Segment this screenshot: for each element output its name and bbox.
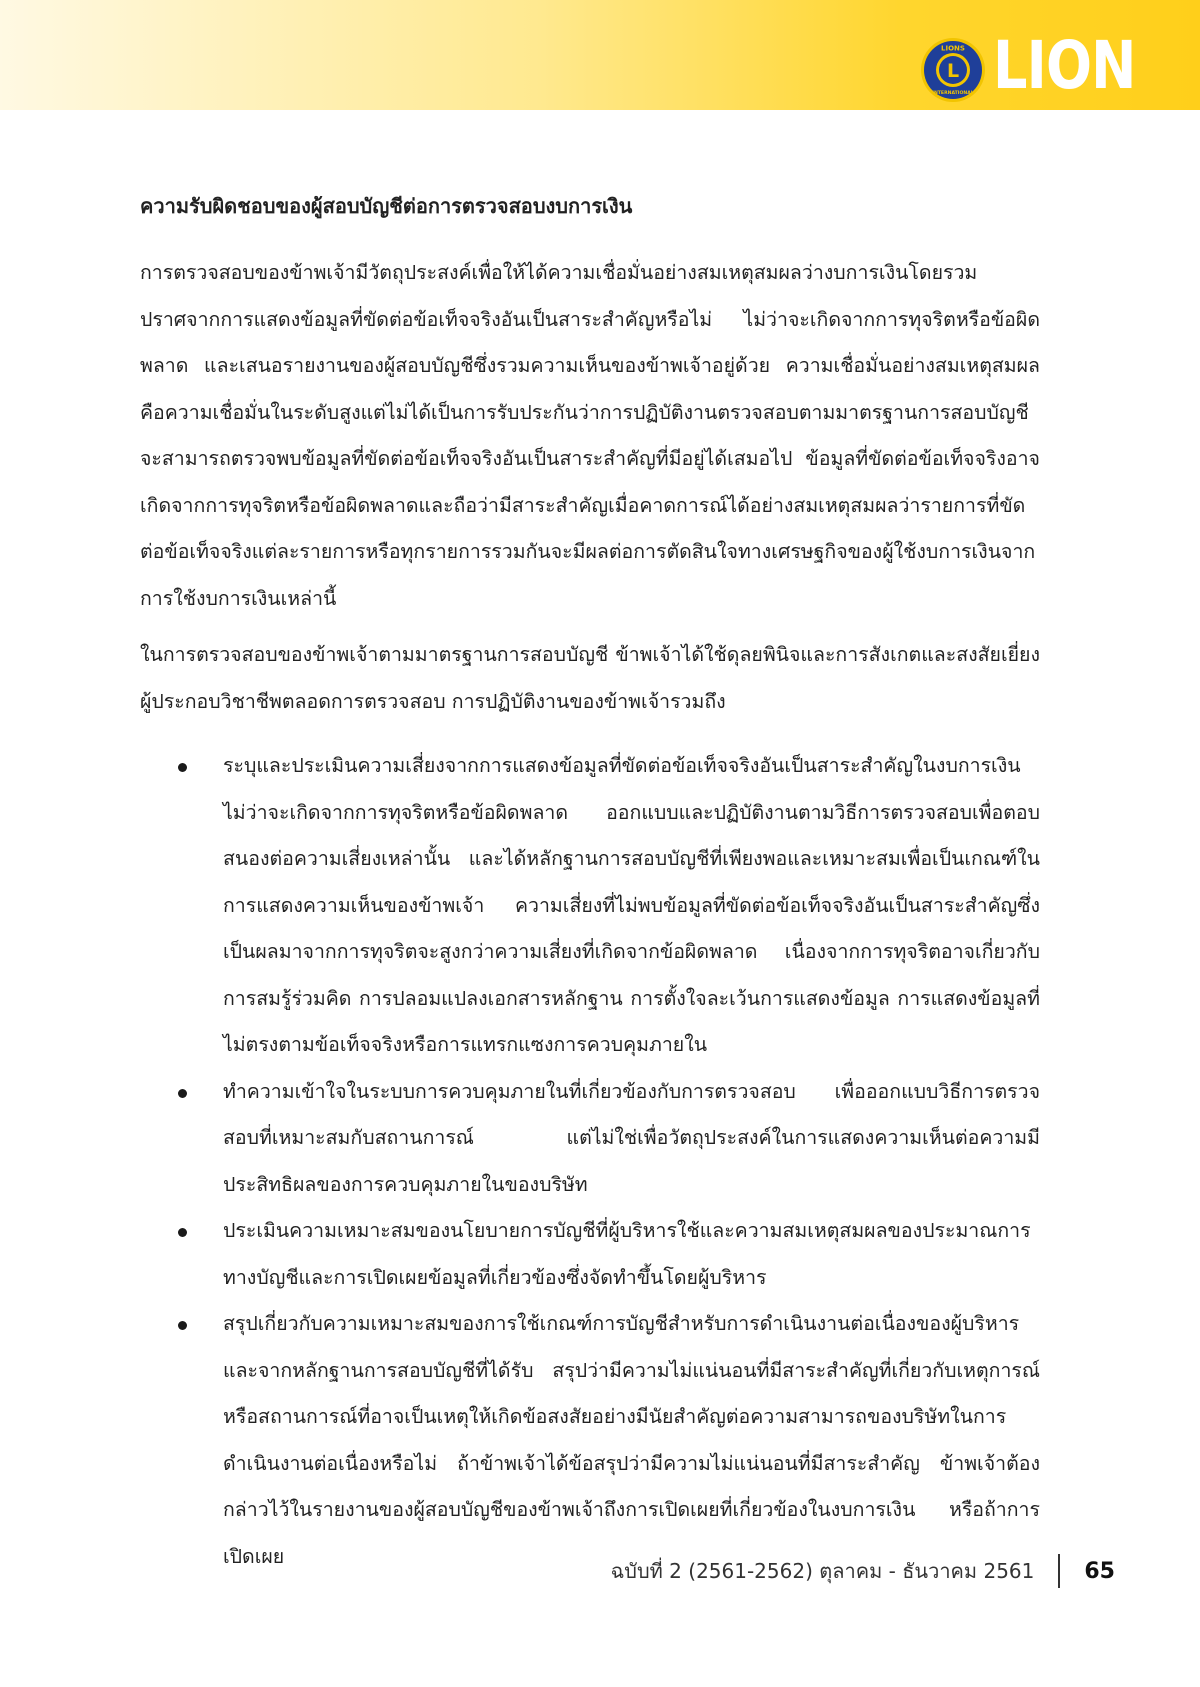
- list-item: [140, 1208, 1040, 1301]
- list-item-text: ระบุและประเมินความเสี่ยงจากการแสดงข้อมูลที่ขัดต่อข้อเท็จจริงอันเป็นสาระสำคัญในงบการเงินไม่ว่าจะเกิดจากการทุจริตหรือข้อผิดพลาด ออกแบบและปฏิบัติงานตามวิธีการตรวจสอบเพื่อตอบสนองต่อความเสี่ยงเหล่านั้น และได้หลักฐานการสอบบัญชีที่เพียงพอและเหมาะสมเพื่อเป็นเกณฑ์ในการแสดงความเห็นของข้าพเจ้า ความเสี่ยงที่ไม่พบข้อมูลที่ขัดต่อข้อเท็จจริงอันเป็นสาระสำคัญซึ่งเป็นผลมาจากการทุจริตจะสูงกว่าความเสี่ยงที่เกิดจากข้อผิดพลาด เนื่องจากการทุจริตอาจเกี่ยวกับการสมรู้ร่วมคิด การปลอมแปลงเอกสารหลักฐาน การตั้งใจละเว้นการแสดงข้อมูล การแสดงข้อมูลที่ไม่ตรงตามข้อเท็จจริงหรือการแทรกแซงการควบคุมภายใน: [223, 754, 1040, 1056]
- bullet-icon: [178, 1321, 187, 1330]
- bullet-icon: [178, 1089, 187, 1098]
- emblem-letter: L: [946, 60, 960, 82]
- paragraph-audit-objective: การตรวจสอบของข้าพเจ้ามีวัตถุประสงค์เพื่อให้ได้ความเชื่อมั่นอย่างสมเหตุสมผลว่างบการเงินโดยรวมปราศจากการแสดงข้อมูลที่ขัดต่อข้อเท็จจริงอันเป็นสาระสำคัญหรือไม่ ไม่ว่าจะเกิดจากการทุจริตหรือข้อผิดพลาด และเสนอรายงานของผู้สอบบัญชีซึ่งรวมความเห็นของข้าพเจ้าอยู่ด้วย ความเชื่อมั่นอย่างสมเหตุสมผลคือความเชื่อมั่นในระดับสูงแต่ไม่ได้เป็นการรับประกันว่าการปฏิบัติงานตรวจสอบตามมาตรฐานการสอบบัญชีจะสามารถตรวจพบข้อมูลที่ขัดต่อข้อเท็จจริงอันเป็นสาระสำคัญที่มีอยู่ได้เสมอไป ข้อมูลที่ขัดต่อข้อเท็จจริงอาจเกิดจากการทุจริตหรือข้อผิดพลาดและถือว่ามีสาระสำคัญเมื่อคาดการณ์ได้อย่างสมเหตุสมผลว่ารายการที่ขัดต่อข้อเท็จจริงแต่ละรายการหรือทุกรายการรวมกันจะมีผลต่อการตัดสินใจทางเศรษฐกิจของผู้ใช้งบการเงินจากการใช้งบการเงินเหล่านี้: [140, 261, 1040, 610]
- emblem-bottom-text: INTERNATIONAL: [932, 91, 974, 96]
- list-item: [140, 1301, 1040, 1580]
- page-number: 65: [1084, 1558, 1115, 1584]
- list-item-text: ทำความเข้าใจในระบบการควบคุมภายในที่เกี่ยวข้องกับการตรวจสอบ เพื่อออกแบบวิธีการตรวจสอบที่เหมาะสมกับสถานการณ์ แต่ไม่ใช่เพื่อวัตถุประสงค์ในการแสดงความเห็นต่อความมีประสิทธิผลของการควบคุมภายในของบริษัท: [223, 1079, 1040, 1196]
- document-body: [140, 178, 1040, 1580]
- list-item-text: สรุปเกี่ยวกับความเหมาะสมของการใช้เกณฑ์การบัญชีสำหรับการดำเนินงานต่อเนื่องของผู้บริหารและจากหลักฐานการสอบบัญชีที่ได้รับ สรุปว่ามีความไม่แน่นอนที่มีสาระสำคัญที่เกี่ยวกับเหตุการณ์หรือสถานการณ์ที่อาจเป็นเหตุให้เกิดข้อสงสัยอย่างมีนัยสำคัญต่อความสามารถของบริษัทในการดำเนินงานต่อเนื่องหรือไม่ ถ้าข้าพเจ้าได้ข้อสรุปว่ามีความไม่แน่นอนที่มีสาระสำคัญ ข้าพเจ้าต้องกล่าวไว้ในรายงานของผู้สอบบัญชีของข้าพเจ้าถึงการเปิดเผยที่เกี่ยวข้องในงบการเงิน หรือถ้าการเปิดเผย: [223, 1312, 1040, 1568]
- lions-emblem-icon: [920, 37, 986, 103]
- list-item: [140, 1069, 1040, 1209]
- emblem-top-text: LIONS: [941, 44, 965, 53]
- section-heading: ความรับผิดชอบของผู้สอบบัญชีต่อการตรวจสอบงบการเงิน: [140, 194, 633, 218]
- list-item-text: ประเมินความเหมาะสมของนโยบายการบัญชีที่ผู้บริหารใช้และความสมเหตุสมผลของประมาณการทางบัญชีและการเปิดเผยข้อมูลที่เกี่ยวข้องซึ่งจัดทำขึ้นโดยผู้บริหาร: [223, 1219, 1031, 1289]
- list-item: [140, 743, 1040, 1069]
- issue-label: ฉบับที่ 2 (2561-2562) ตุลาคม - ธันวาคม 2561: [610, 1559, 1035, 1583]
- page-footer: [611, 1551, 1115, 1591]
- header-band: [0, 0, 1200, 110]
- brand-logo-text: LION: [993, 27, 1136, 104]
- bullet-icon: [178, 763, 187, 772]
- footer-divider: [1058, 1554, 1060, 1588]
- paragraph-audit-judgment: ในการตรวจสอบของข้าพเจ้าตามมาตรฐานการสอบบัญชี ข้าพเจ้าได้ใช้ดุลยพินิจและการสังเกตและสงสัยเยี่ยงผู้ประกอบวิชาชีพตลอดการตรวจสอบ การปฏิบัติงานของข้าพเจ้ารวมถึง: [140, 643, 1040, 713]
- bullet-icon: [178, 1228, 187, 1237]
- audit-procedures-list: [140, 743, 1040, 1580]
